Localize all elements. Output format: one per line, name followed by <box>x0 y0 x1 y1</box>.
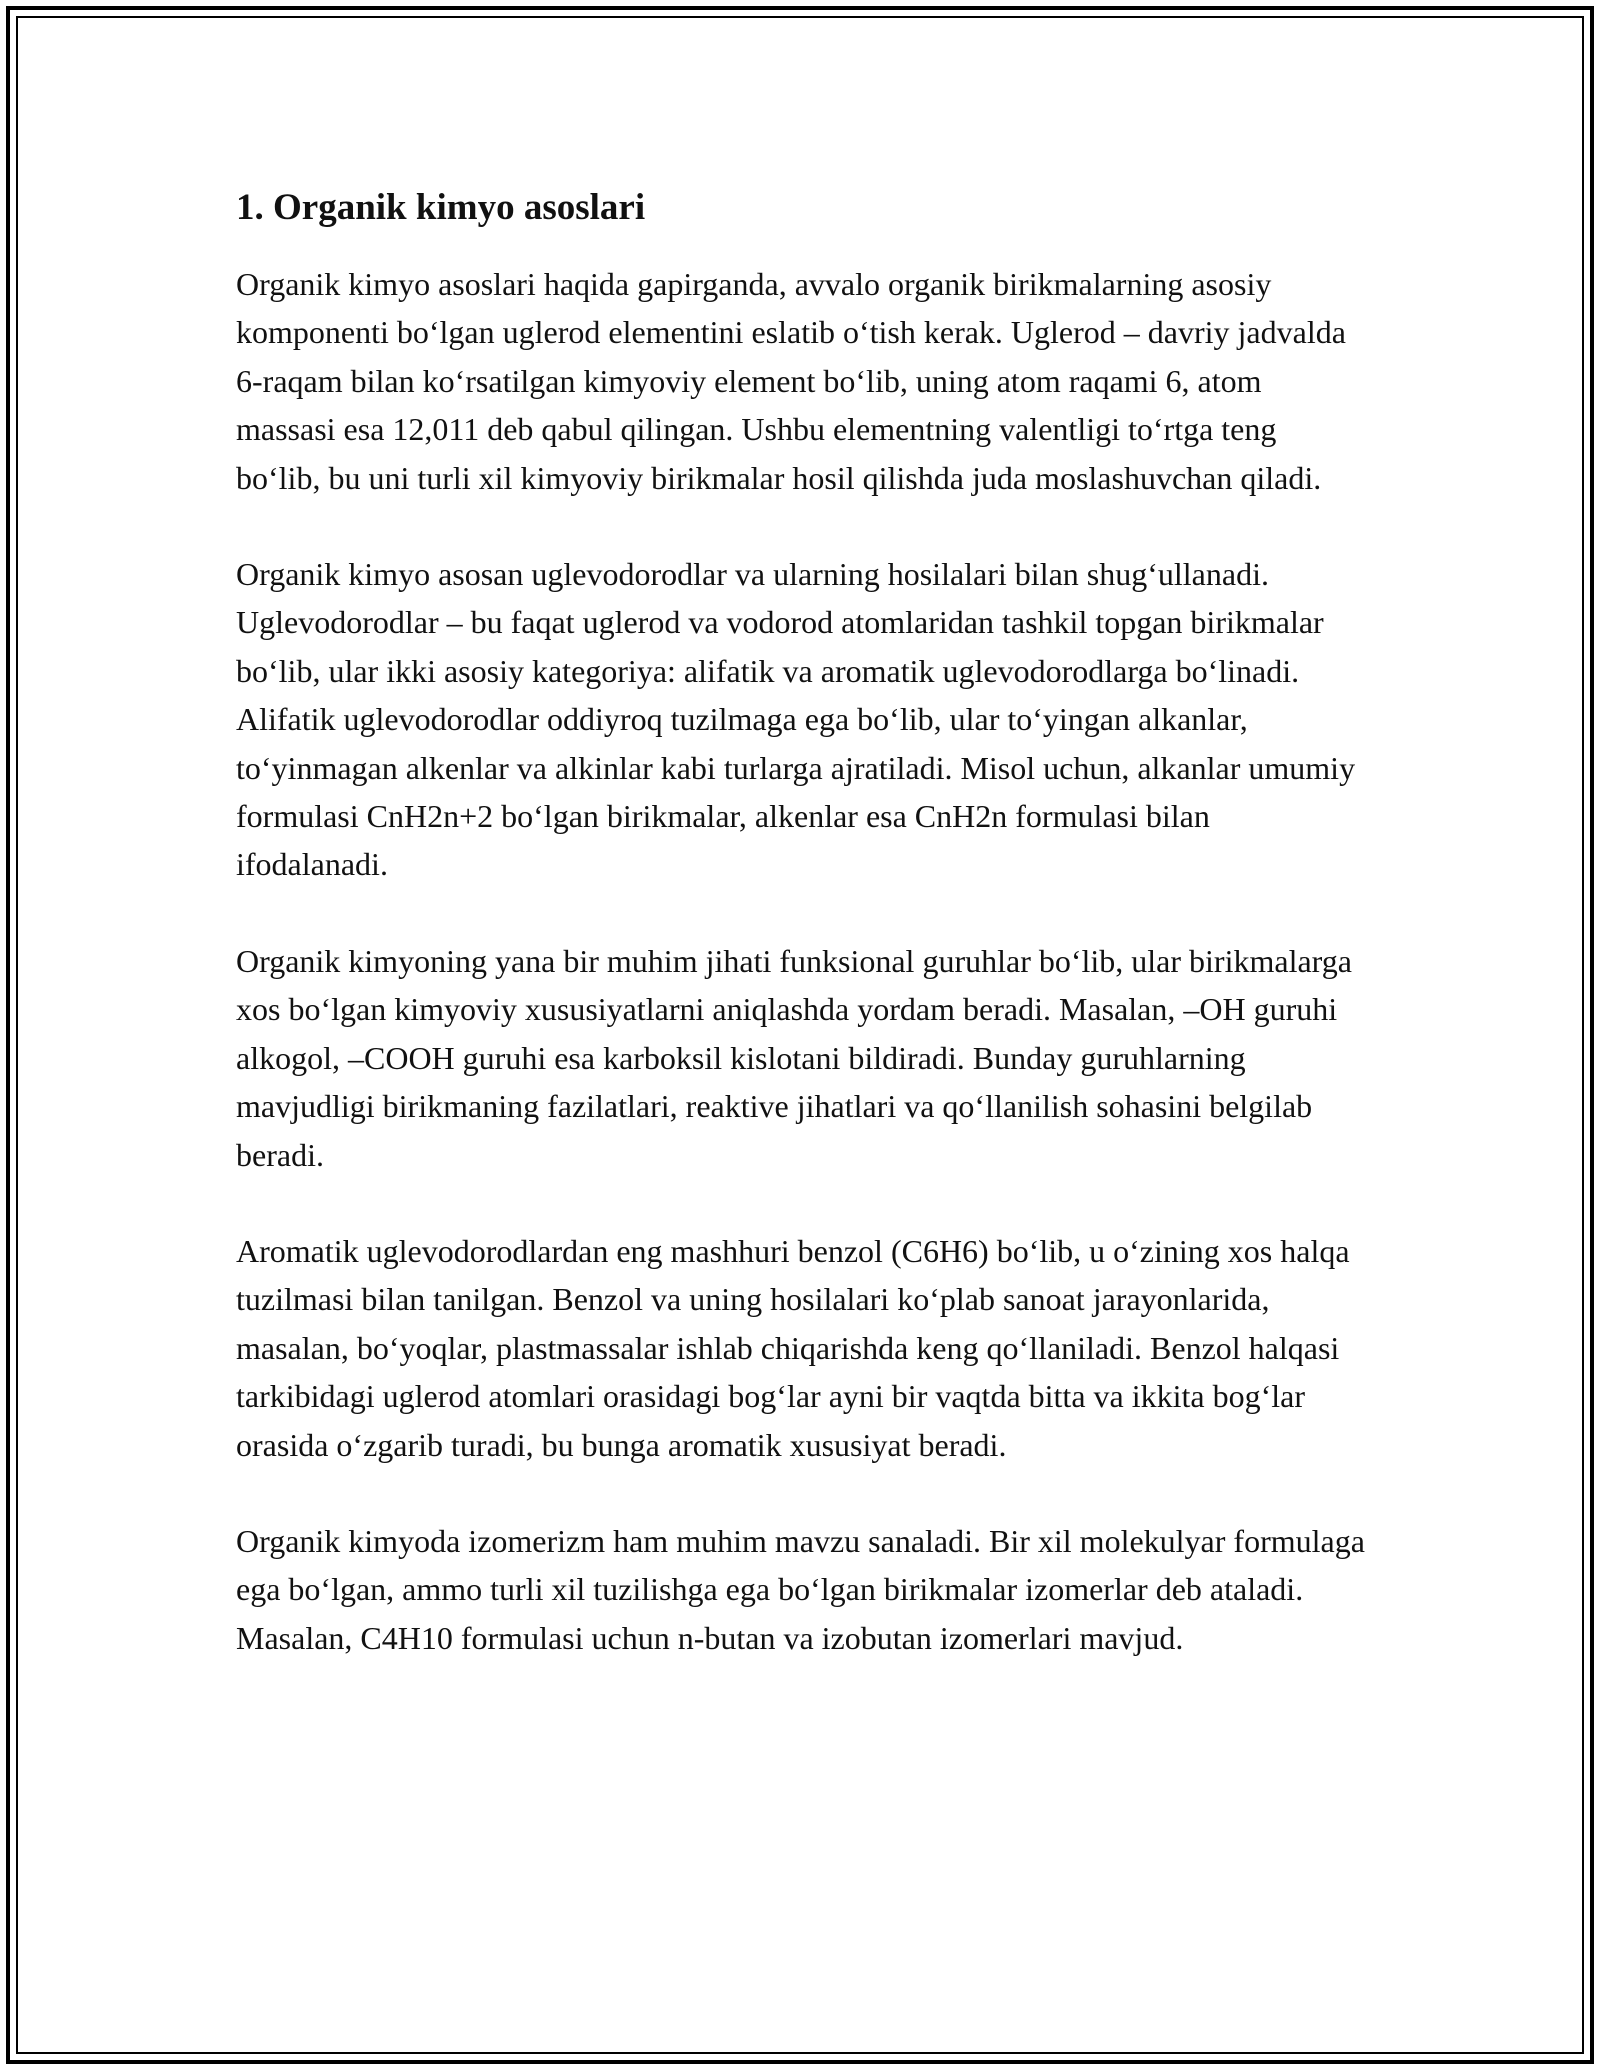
paragraph-izomerizm: Organik kimyoda izomerizm ham muhim mavzu sanaladi. Bir xil molekulyar formulaga ega bo‘lgan, ammo turli xil tuzilishga ega bo‘lgan birikmalar izomerlar deb ataladi. Masalan, C4H10 formulasi uchun n-butan va izobutan izomerlari mavjud. <box>236 1522 1365 1656</box>
section-title: 1. Organik kimyo asoslari <box>236 187 646 228</box>
paragraph-benzol: Aromatik uglevodorodlardan eng mashhuri benzol (C6H6) bo‘lib, u o‘zining xos halqa tuzilmasi bilan tanilgan. Benzol va uning hosilalari ko‘plab sanoat jarayonlarida, masalan, bo‘yoqlar, plastmassalar ishlab chiqarishda keng qo‘llaniladi. Benzol halqasi tarkibidagi uglerod atomlari orasidagi bog‘lar ayni bir vaqtda bitta va ikkita bog‘lar orasida o‘zgarib turadi, bu bunga aromatik xususiyat beradi. <box>236 1232 1350 1463</box>
document-body <box>236 184 1366 1710</box>
paragraph-uglevodorodlar: Organik kimyo asosan uglevodorodlar va ularning hosilalari bilan shug‘ullanadi. Uglevodorodlar – bu faqat uglerod va vodorod atomlaridan tashkil topgan birikmalar bo‘lib, ular ikki asosiy kategoriya: alifatik va aromatik uglevodorodlarga bo‘linadi. Alifatik uglevodorodlar oddiyroq tuzilmaga ega bo‘lib, ular to‘yingan alkanlar, to‘yinmagan alkenlar va alkinlar kabi turlarga ajratiladi. Misol uchun, alkanlar umumiy formulasi CnH2n+2 bo‘lgan birikmalar, alkenlar esa CnH2n formulasi bilan ifodalanadi. <box>236 556 1356 883</box>
paragraph-uglerod: Organik kimyo asoslari haqida gapirganda, avvalo organik birikmalarning asosiy komponenti bo‘lgan uglerod elementini eslatib o‘tish kerak. Uglerod – davriy jadvalda 6-raqam bilan ko‘rsatilgan kimyoviy element bo‘lib, uning atom raqami 6, atom massasi esa 12,011 deb qabul qilingan. Ushbu elementning valentligi to‘rtga teng bo‘lib, bu uni turli xil kimyoviy birikmalar hosil qilishda juda moslashuvchan qiladi. <box>236 266 1346 496</box>
paragraph-funksional-guruhlar: Organik kimyoning yana bir muhim jihati funksional guruhlar bo‘lib, ular birikmalarga xos bo‘lgan kimyoviy xususiyatlarni aniqlashda yordam beradi. Masalan, –OH guruhi alkogol, –COOH guruhi esa karboksil kislotani bildiradi. Bunday guruhlarning mavjudligi birikmaning fazilatlari, reaktive jihatlari va qo‘llanilish sohasini belgilab beradi. <box>236 942 1352 1173</box>
